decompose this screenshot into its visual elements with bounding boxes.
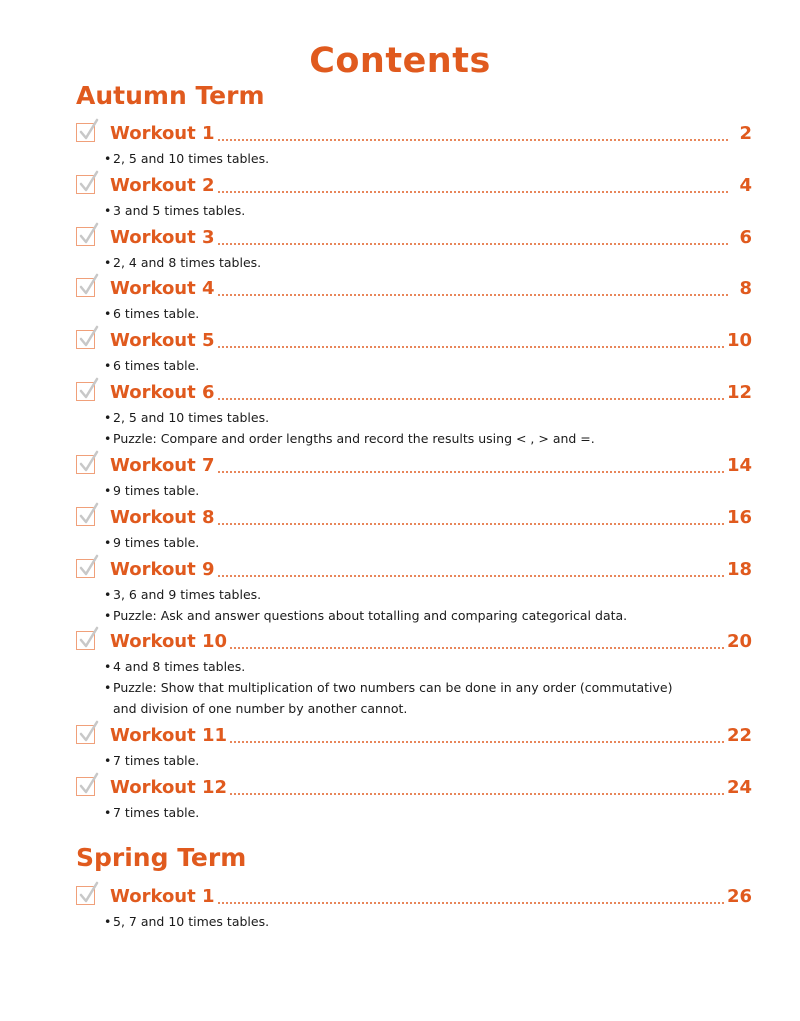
toc-entry[interactable] [76, 452, 752, 501]
entry-title[interactable]: Workout 8 [110, 506, 218, 530]
page-number[interactable]: 16 [724, 506, 752, 530]
entry-title[interactable]: Workout 11 [110, 724, 230, 748]
toc-entry[interactable] [76, 774, 752, 823]
page-number[interactable]: 6 [736, 226, 752, 250]
entry-title[interactable]: Workout 12 [110, 776, 230, 800]
page-number[interactable]: 14 [724, 454, 752, 478]
bullet-item-puzzle: • Puzzle: Ask and answer questions about totalling and comparing categorical data. [104, 608, 628, 623]
bullet-item: • 3 and 5 times tables. [104, 203, 246, 218]
entry-title[interactable]: Workout 4 [110, 277, 218, 301]
toc-entry[interactable] [76, 628, 752, 719]
toc-entry[interactable] [76, 120, 752, 169]
section-heading-autumn: Autumn Term [76, 81, 265, 110]
checkbox-icon[interactable] [76, 631, 95, 650]
section-heading-spring: Spring Term [76, 843, 247, 872]
bullet-item: • 2, 4 and 8 times tables. [104, 255, 262, 270]
bullet-item-puzzle: • Puzzle: Show that multiplication of two numbers can be done in any order (commutative) [104, 680, 673, 695]
checkbox-icon[interactable] [76, 382, 95, 401]
bullet-item: • 9 times table. [104, 483, 200, 498]
bullet-item: • 2, 5 and 10 times tables. [104, 410, 270, 425]
entry-title[interactable]: Workout 10 [110, 630, 230, 654]
checkbox-icon[interactable] [76, 175, 95, 194]
entry-title[interactable]: Workout 5 [110, 329, 218, 353]
bullet-item: • 7 times table. [104, 805, 200, 820]
checkbox-icon[interactable] [76, 886, 95, 905]
bullet-item: • 4 and 8 times tables. [104, 659, 246, 674]
checkbox-icon[interactable] [76, 725, 95, 744]
checkbox-icon[interactable] [76, 455, 95, 474]
page-number[interactable]: 18 [724, 558, 752, 582]
checkbox-icon[interactable] [76, 227, 95, 246]
checkbox-icon[interactable] [76, 123, 95, 142]
bullet-continuation: and division of one number by another cannot. [113, 701, 408, 716]
page-number[interactable]: 22 [724, 724, 752, 748]
bullet-item: • 9 times table. [104, 535, 200, 550]
checkbox-icon[interactable] [76, 278, 95, 297]
checkbox-icon[interactable] [76, 559, 95, 578]
page-number[interactable]: 10 [724, 329, 752, 353]
toc-entry[interactable] [76, 556, 752, 626]
bullet-item: • 3, 6 and 9 times tables. [104, 587, 262, 602]
page-number[interactable]: 4 [736, 174, 752, 198]
bullet-item: • 7 times table. [104, 753, 200, 768]
checkbox-icon[interactable] [76, 507, 95, 526]
entry-title[interactable]: Workout 3 [110, 226, 218, 250]
toc-entry[interactable] [76, 327, 752, 376]
entry-title[interactable]: Workout 1 [110, 885, 218, 909]
page-number[interactable]: 8 [736, 277, 752, 301]
toc-entry[interactable] [76, 722, 752, 771]
toc-entry[interactable] [76, 504, 752, 553]
page-title: Contents [309, 41, 491, 81]
bullet-item-puzzle: • Puzzle: Compare and order lengths and record the results using < , > and =. [104, 431, 595, 446]
page-number[interactable]: 26 [724, 885, 752, 909]
checkbox-icon[interactable] [76, 330, 95, 349]
page-number[interactable]: 12 [724, 381, 752, 405]
entry-title[interactable]: Workout 1 [110, 122, 218, 146]
page-number[interactable]: 20 [724, 630, 752, 654]
toc-entry[interactable] [76, 379, 752, 449]
entry-title[interactable]: Workout 2 [110, 174, 218, 198]
bullet-item: • 2, 5 and 10 times tables. [104, 151, 270, 166]
page-number[interactable]: 2 [736, 122, 752, 146]
bullet-item: • 6 times table. [104, 306, 200, 321]
toc-entry[interactable] [76, 224, 752, 273]
entry-title[interactable]: Workout 7 [110, 454, 218, 478]
bullet-item: • 5, 7 and 10 times tables. [104, 914, 270, 929]
toc-entry[interactable] [76, 172, 752, 221]
entry-title[interactable]: Workout 6 [110, 381, 218, 405]
bullet-item: • 6 times table. [104, 358, 200, 373]
page-number[interactable]: 24 [724, 776, 752, 800]
checkbox-icon[interactable] [76, 777, 95, 796]
toc-entry[interactable] [76, 275, 752, 324]
entry-title[interactable]: Workout 9 [110, 558, 218, 582]
toc-entry[interactable] [76, 883, 752, 932]
